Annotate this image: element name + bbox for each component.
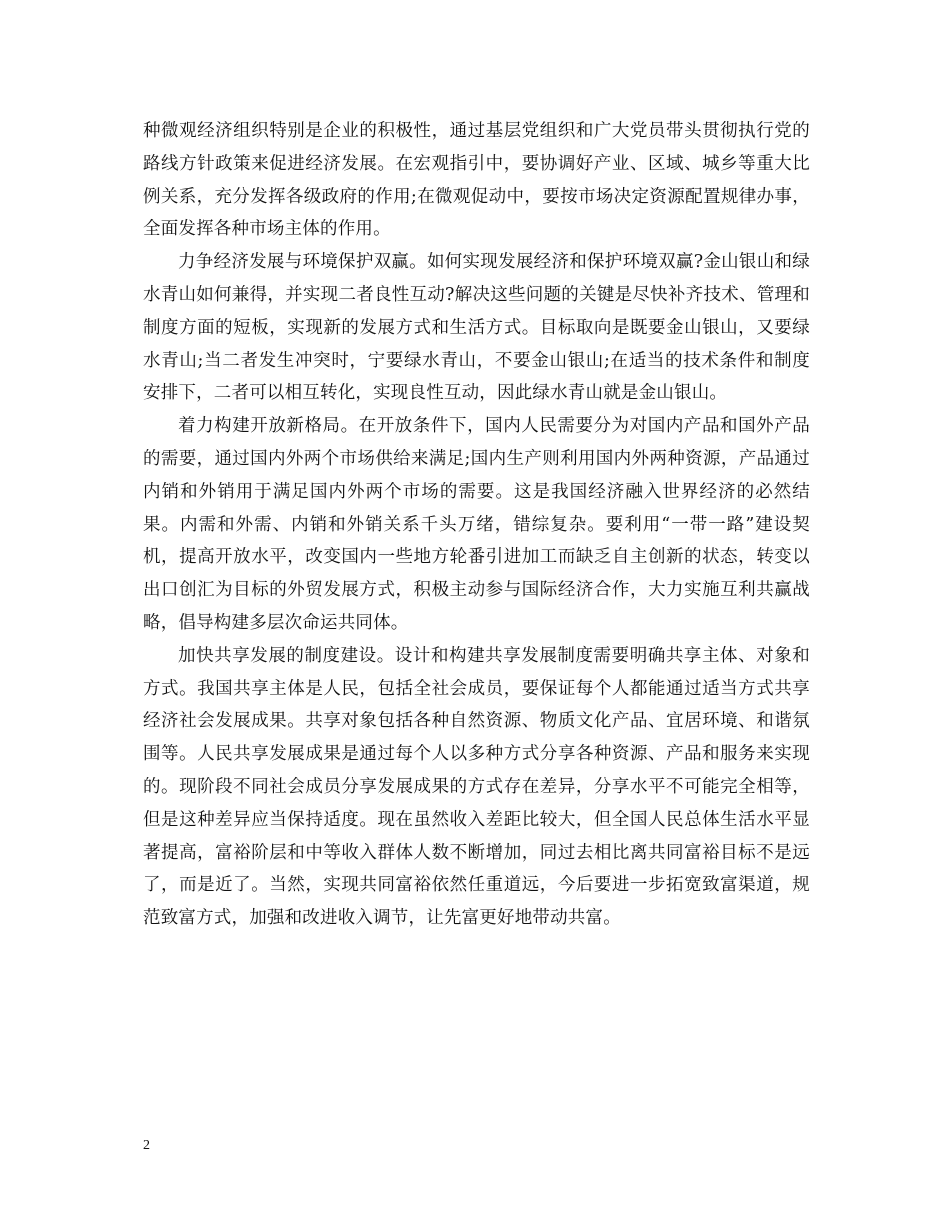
page-number: 2 <box>143 1138 150 1153</box>
paragraph-shared-development: 加快共享发展的制度建设。设计和构建共享发展制度需要明确共享主体、对象和方式。我国共享主体是人民，包括全社会成员，要保证每个人都能通过适当方式共享经济社会发展成果。共享对象包括各种自然资源、物质文化产品、宜居环境、和谐氛围等。人民共享发展成果是通过每个人以多种方式分享各种资源、产品和服务来实现的。现阶段不同社会成员分享发展成果的方式存在差异，分享水平不可能完全相等，但是这种差异应当保持适度。现在虽然收入差距比较大，但全国人民总体生活水平显著提高，富裕阶层和中等收入群体人数不断增加，同过去相比离共同富裕目标不是远了，而是近了。当然，实现共同富裕依然任重道远，今后要进一步拓宽致富渠道，规范致富方式，加强和改进收入调节，让先富更好地带动共富。 <box>143 645 810 929</box>
paragraph-continuation: 种微观经济组织特别是企业的积极性，通过基层党组织和广大党员带头贯彻执行党的路线方针政策来促进经济发展。在宏观指引中，要协调好产业、区域、城乡等重大比例关系，充分发挥各级政府的作用;在微观促动中，要按市场决定资源配置规律办事，全面发挥各种市场主体的作用。 <box>143 121 810 240</box>
paragraph-opening-up: 着力构建开放新格局。在开放条件下，国内人民需要分为对国内产品和国外产品的需要，通过国内外两个市场供给来满足;国内生产则利用国内外两种资源，产品通过内销和外销用于满足国内外两个市场的需要。这是我国经济融入世界经济的必然结果。内需和外需、内销和外销关系千头万绪，错综复杂。要利用“一带一路”建设契机，提高开放水平，改变国内一些地方轮番引进加工而缺乏自主创新的状态，转变以出口创汇为目标的外贸发展方式，积极主动参与国际经济合作，大力实施互利共赢战略，倡导构建多层次命运共同体。 <box>143 416 810 633</box>
paragraph-environment: 力争经济发展与环境保护双赢。如何实现发展经济和保护环境双赢?金山银山和绿水青山如何兼得，并实现二者良性互动?解决这些问题的关键是尽快补齐技术、管理和制度方面的短板，实现新的发展方式和生活方式。目标取向是既要金山银山，又要绿水青山;当二者发生冲突时，宁要绿水青山，不要金山银山;在适当的技术条件和制度安排下，二者可以相互转化，实现良性互动，因此绿水青山就是金山银山。 <box>143 252 810 404</box>
document-body <box>143 115 810 935</box>
